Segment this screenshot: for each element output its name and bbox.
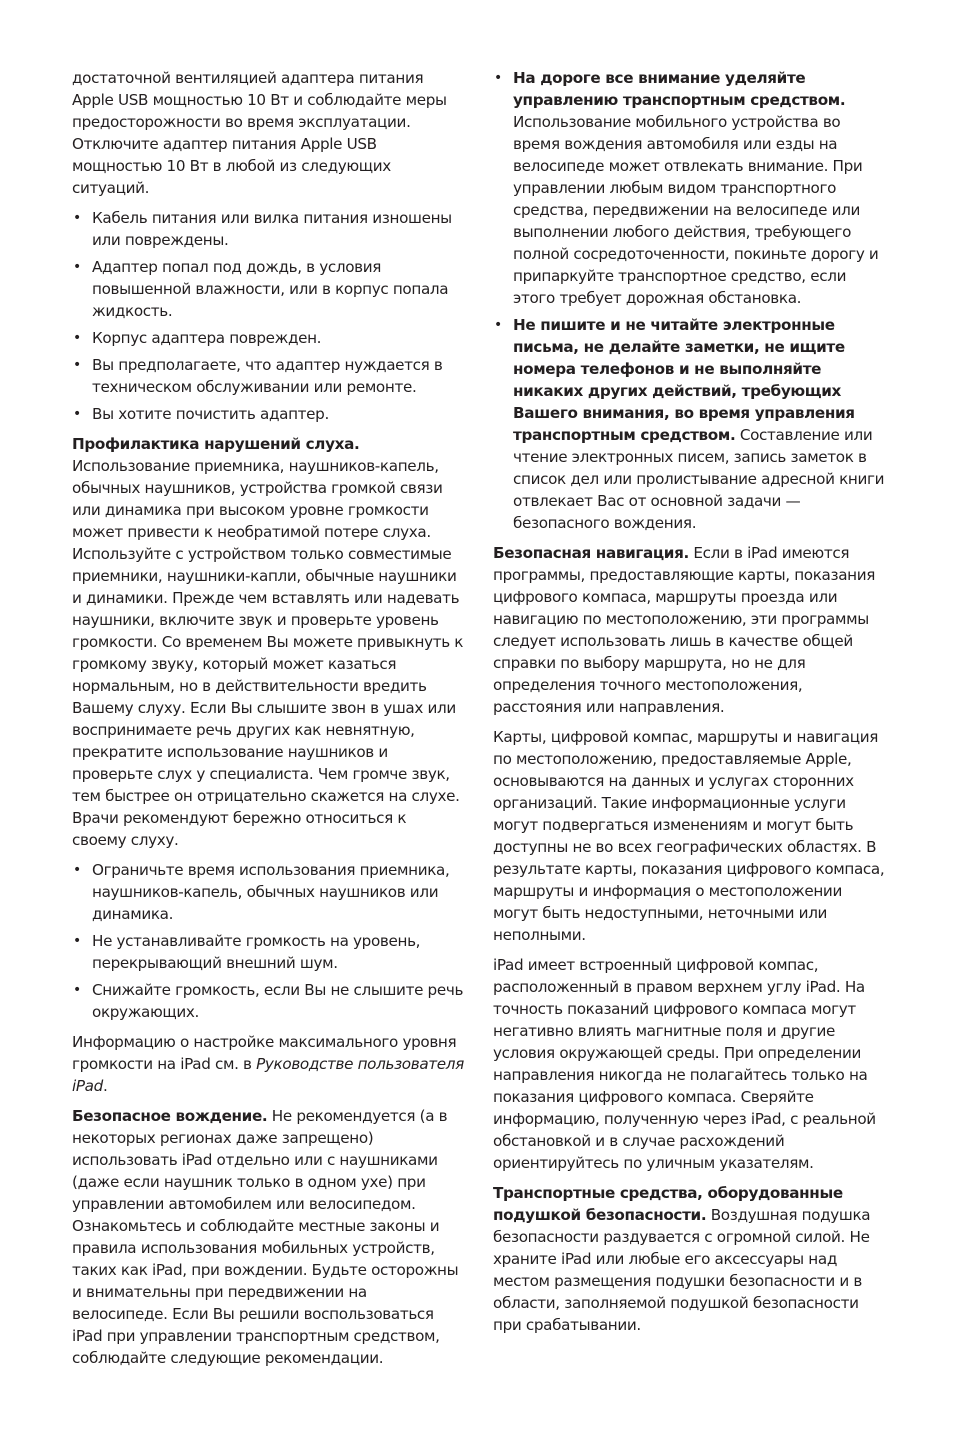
driving-body: Не рекомендуется (а в некоторых регионах даже запрещено) использовать iPad отдельно или с наушниками (даже если наушник только в одном ухе) при управлении автомобилем или велосипедом. Ознакомьтесь и соблюдайте местные законы и правила использования мобильных устройств, таких как iPad, при вождении. Будьте осторожны и внимательны при передвижении на велосипеде. Если Вы решили воспользоваться iPad при управлении транспортным средством, соблюдайте следующие рекомендации. [72, 1107, 459, 1367]
hearing-body: Использование приемника, наушников-капель, обычных наушников, устройства громкой связи или динамика при высоком уровне громкости может привести к необратимой потере слуха. Используйте с устройством только совместимые приемники, наушники-капли, обычные наушники и динамики. Прежде чем вставлять или надевать наушники, включите звук и проверьте уровень громкости. Со временем Вы можете привыкнуть к громкому звуку, который может казаться нормальным, но в действительности вредить Вашему слуху. Если Вы слышите звон в ушах или воспринимаете речь других как невнятную, прекратите использование наушников и проверьте слух у специалиста. Чем громче звук, тем быстрее он отрицательно скажется на слухе. Врачи рекомендуют бережно относиться к своему слуху. [72, 457, 464, 849]
airbag-section [493, 1182, 885, 1336]
compass-paragraph: iPad имеет встроенный цифровой компас, расположенный в правом верхнем углу iPad. На точность показаний цифрового компаса могут негативно влиять магнитные поля и другие условия окружающей среды. При определении направления никогда не полагайтесь только на показания цифрового компаса. Сверяйте информацию, полученную через iPad, с реальной обстановкой и в случае расхождений ориентируйтесь по уличным указателям. [493, 956, 876, 1172]
list-item: • Корпус адаптера поврежден. [73, 329, 322, 347]
hearing-section [72, 433, 464, 851]
bullet-icon: • [494, 317, 502, 333]
hearing-heading: Профилактика нарушений слуха. [72, 435, 360, 453]
bullet-icon: • [73, 982, 81, 998]
list-item: • Вы хотите почистить адаптер. [73, 405, 329, 423]
airbag-body: Воздушная подушка безопасности раздувается с огромной силой. Не храните iPad или любые его аксессуары над местом размещения подушки безопасности и в области, заполняемой подушкой безопасности при срабатывании. [493, 1206, 871, 1334]
maps-paragraph: Карты, цифровой компас, маршруты и навигация по местоположению, предоставляемые Apple, основываются на данных и услугах сторонних организаций. Такие информационные услуги могут подвергаться изменениям и могут быть доступны не во всех географических областях. В результате карты, показания цифрового компаса, маршруты и информация о местоположении могут быть недоступными, неточными или неполными. [493, 728, 885, 944]
right-column [493, 67, 885, 1344]
bullet-icon: • [73, 862, 81, 878]
list-item: • Не устанавливайте громкость на уровень, перекрывающий внешний шум. [73, 932, 421, 972]
driving-section [72, 1105, 464, 1369]
navigation-body: Если в iPad имеются программы, предоставляющие карты, показания цифрового компаса, маршруты проезда или навигацию по местоположению, эти программы следует использовать лишь в качестве общей справки по выбору маршрута, но не для определения точного местоположения, расстояния или направления. [493, 544, 876, 716]
list-item: • Адаптер попал под дождь, в условия повышенной влажности, или в корпус попала жидкость. [73, 258, 449, 320]
driving-rules-list [493, 67, 885, 534]
driving-heading: Безопасное вождение. [72, 1107, 268, 1125]
bullet-icon: • [494, 70, 502, 86]
adapter-conditions-list [72, 207, 464, 425]
navigation-heading: Безопасная навигация. [493, 544, 689, 562]
airbag-heading: Транспортные средства, оборудованные подушкой безопасности. [493, 1184, 843, 1224]
bullet-icon: • [73, 933, 81, 949]
adapter-intro-paragraph: достаточной вентиляцией адаптера питания Apple USB мощностью 10 Вт и соблюдайте меры предосторожности во время эксплуатации. Отключите адаптер питания Apple USB мощностью 10 Вт в любой из следующих ситуаций. [72, 69, 447, 197]
bullet-icon: • [73, 259, 81, 275]
left-column [72, 67, 464, 1377]
bullet-icon: • [73, 330, 81, 346]
list-item: • Кабель питания или вилка питания изношены или повреждены. [73, 209, 452, 249]
bullet-icon: • [73, 357, 81, 373]
list-item: • Ограничьте время использования приемника, наушников-капель, обычных наушников или динамика. [73, 861, 450, 923]
hearing-tips-list [72, 859, 464, 1023]
list-item: • Не пишите и не читайте электронные письма, не делайте заметки, не ищите номера телефонов и не выполняйте никаких других действий, требующих Вашего внимания, во время управления транспортным средством. Составление или чтение электронных писем, запись заметок в список дел или пролистывание адресной книги отвлекает Вас от основной задачи — безопасного вождения. [494, 316, 885, 532]
list-item: • Снижайте громкость, если Вы не слышите речь окружающих. [73, 981, 464, 1021]
bullet-icon: • [73, 406, 81, 422]
list-item: • Вы предполагаете, что адаптер нуждается в техническом обслуживании или ремонте. [73, 356, 443, 396]
list-item: • На дороге все внимание уделяйте управлению транспортным средством. Использование мобильного устройства во время вождения автомобиля или езды на велосипеде может отвлекать внимание. При управлении любым видом транспортного средства, передвижении на велосипеде или выполнении любого действия, требующего полной сосредоточенности, покиньте дорогу и припаркуйте транспортное средство, если этого требует дорожная обстановка. [494, 69, 879, 307]
navigation-section [493, 542, 885, 718]
user-guide-reference: Руководстве пользователя iPad [72, 1055, 464, 1095]
volume-info-paragraph: Информацию о настройке максимального уровня громкости на iPad см. в Руководстве пользователя iPad. [72, 1033, 464, 1095]
bullet-icon: • [73, 210, 81, 226]
